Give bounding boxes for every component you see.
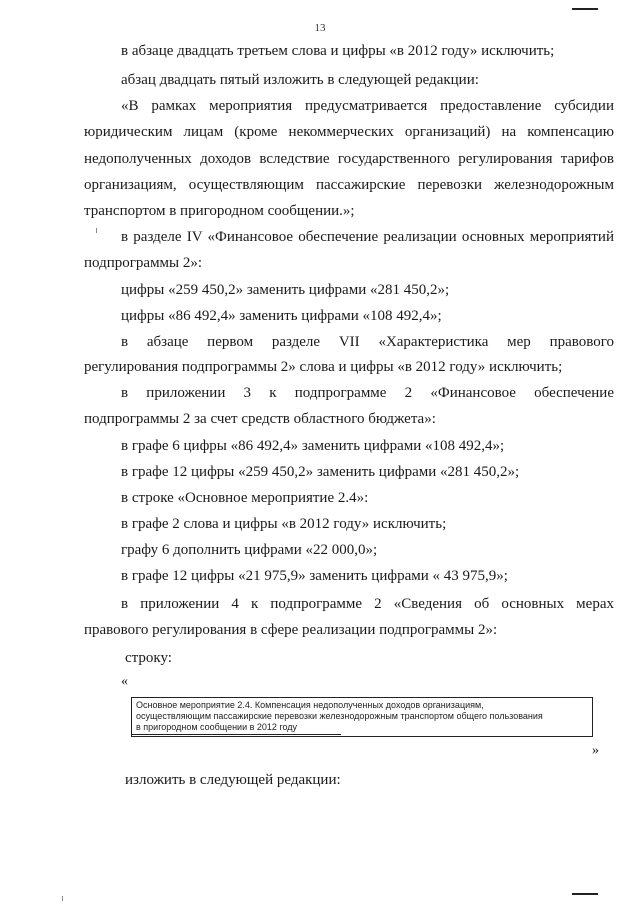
- table-row-line-3: в пригородном сообщении в 2012 году: [136, 722, 298, 732]
- margin-tick-mid: [96, 228, 97, 233]
- text-line-22: в приложении 4 к подпрограмме 2 «Сведения об основных мерах: [121, 596, 614, 612]
- open-quote: «: [121, 674, 128, 689]
- text-line-7: транспортом в пригородном сообщении.»;: [84, 203, 355, 219]
- table-row-underline: [131, 734, 341, 735]
- text-line-20: графу 6 дополнить цифрами «22 000,0»;: [121, 542, 378, 558]
- text-line-9: подпрограммы 2»:: [84, 255, 203, 271]
- corner-mark-top: [572, 8, 598, 10]
- page-number: 13: [314, 22, 326, 34]
- text-line-23: правового регулирования в сфере реализации подпрограммы 2»:: [84, 622, 498, 638]
- text-line-15: подпрограммы 2 за счет средств областного бюджета»:: [84, 411, 436, 427]
- text-line-2: абзац двадцать пятый изложить в следующей редакции:: [121, 72, 479, 88]
- table-row-line-1: Основное мероприятие 2.4. Компенсация недополученных доходов организациям,: [136, 700, 484, 710]
- corner-mark-bottom: [572, 893, 598, 895]
- text-line-3: «В рамках мероприятия предусматривается предоставление субсидии: [121, 98, 614, 114]
- margin-tick-left: [62, 896, 63, 901]
- text-line-24: строку:: [125, 650, 172, 666]
- text-line-14: в приложении 3 к подпрограмме 2 «Финансовое обеспечение: [121, 385, 614, 401]
- text-line-25: изложить в следующей редакции:: [125, 772, 341, 788]
- text-line-11: цифры «86 492,4» заменить цифрами «108 492,4»;: [121, 308, 442, 324]
- text-line-8: в разделе IV «Финансовое обеспечение реализации основных мероприятий: [121, 229, 614, 245]
- text-line-19: в графе 2 слова и цифры «в 2012 году» исключить;: [121, 516, 447, 532]
- text-line-16: в графе 6 цифры «86 492,4» заменить цифрами «108 492,4»;: [121, 438, 505, 454]
- text-line-12: в абзаце первом разделе VII «Характеристика мер правового: [121, 334, 614, 350]
- text-line-6: организациям, осуществляющим пассажирские перевозки железнодорожным: [84, 177, 614, 193]
- text-line-1: в абзаце двадцать третьем слова и цифры «в 2012 году» исключить;: [121, 43, 555, 59]
- text-line-4: юридическим лицам (кроме некоммерческих организаций) на компенсацию: [84, 124, 614, 140]
- table-row-line-2: осуществляющим пассажирские перевозки железнодорожным транспортом общего пользования: [136, 711, 543, 721]
- text-line-13: регулирования подпрограммы 2» слова и цифры «в 2012 году» исключить;: [84, 359, 563, 375]
- text-line-10: цифры «259 450,2» заменить цифрами «281 450,2»;: [121, 282, 450, 298]
- close-quote: »: [592, 743, 599, 758]
- text-line-5: недополученных доходов вследствие государственного регулирования тарифов: [84, 151, 614, 167]
- text-line-17: в графе 12 цифры «259 450,2» заменить цифрами «281 450,2»;: [121, 464, 520, 480]
- text-line-21: в графе 12 цифры «21 975,9» заменить цифрами « 43 975,9»;: [121, 568, 508, 584]
- text-line-18: в строке «Основное мероприятие 2.4»:: [121, 490, 369, 506]
- table-row-box: [131, 697, 593, 737]
